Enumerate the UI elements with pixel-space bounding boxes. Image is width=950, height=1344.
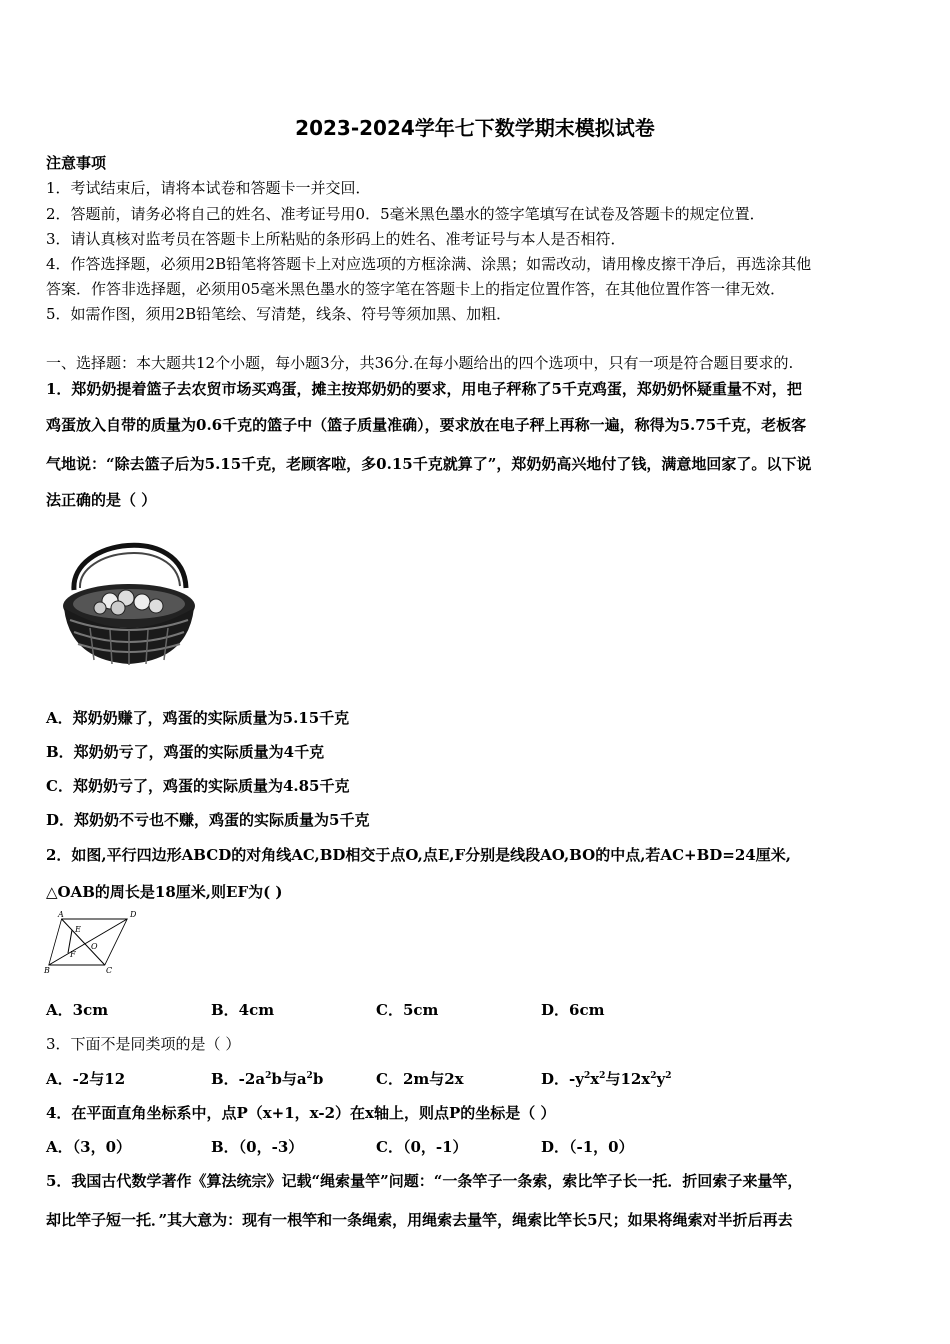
q2-option-d: D．6cm [541,1001,605,1019]
parallelogram-figure [44,905,137,975]
q2-option-b: B．4cm [211,1001,275,1019]
label-b: B [44,966,50,975]
question-2-line: △OAB的周长是18厘米,则EF为( ) [46,883,283,901]
q4-option-a: A．（3，0） [46,1138,132,1156]
question-1-line: 鸡蛋放入自带的质量为0.6千克的篮子中（篮子质量准确），要求放在电子秤上再称一遍，称得为5.75千克，老板客 [46,416,807,434]
notice-item: 1．考试结束后，请将本试卷和答题卡一并交回． [46,179,371,197]
q1-option-d: D．郑奶奶不亏也不赚，鸡蛋的实际质量为5千克 [46,811,370,829]
q4-option-d: D．（-1，0） [541,1138,634,1156]
q1-option-b: B．郑奶奶亏了，鸡蛋的实际质量为4千克 [46,743,325,761]
question-1-line: 1．郑奶奶提着篮子去农贸市场买鸡蛋，摊主按郑奶奶的要求，用电子秤称了5千克鸡蛋，郑奶奶怀疑重量不对，把 [46,380,802,398]
section-heading: 一、选择题：本大题共12个小题，每小题3分，共36分.在每小题给出的四个选项中，只有一项是符合题目要求的. [46,354,794,372]
q2-option-a: A．3cm [46,1001,109,1019]
label-o: O [91,942,98,951]
question-1-line: 法正确的是（ ） [46,491,157,509]
page-title: 2023-2024学年七下数学期末模拟试卷 [295,116,655,140]
label-c: C [106,966,113,975]
label-f: F [70,950,76,959]
question-5-line: 却比竿子短一托．”其大意为：现有一根竿和一条绳索，用绳索去量竿，绳索比竿长5尺；如果将绳索对半折后再去 [46,1211,793,1229]
egg-basket-illustration [60,528,198,670]
q3-option-c: C．2m与2x [376,1070,464,1088]
question-2-line: 2．如图,平行四边形ABCD的对角线AC,BD相交于点O,点E,F分别是线段AO,BO的中点,若AC+BD=24厘米, [46,846,791,864]
notice-item: 3．请认真核对监考员在答题卡上所粘贴的条形码上的姓名、准考证号与本人是否相符． [46,230,626,248]
question-4-stem: 4．在平面直角坐标系中，点P（x+1，x-2）在x轴上，则点P的坐标是（ ） [46,1104,556,1122]
q4-option-b: B．（0，-3） [211,1138,304,1156]
notice-item: 4．作答选择题，必须用2B铅笔将答题卡上对应选项的方框涂满、涂黑；如需改动，请用橡皮擦干净后，再选涂其他 [46,255,812,273]
notice-item: 5．如需作图，须用2B铅笔绘、写清楚，线条、符号等须加黑、加粗． [46,305,512,323]
q1-option-c: C．郑奶奶亏了，鸡蛋的实际质量为4.85千克 [46,777,350,795]
label-d: D [130,910,137,919]
label-e: E [75,925,81,934]
question-1-line: 气地说：“除去篮子后为5.15千克，老顾客啦，多0.15千克就算了”，郑奶奶高兴地付了钱，满意地回家了。以下说 [46,455,812,473]
label-a: A [58,910,64,919]
q3-option-a: A．-2与12 [46,1070,126,1088]
notice-item: 2．答题前，请务必将自己的姓名、准考证号用0．5毫米黑色墨水的签字笔填写在试卷及答题卡的规定位置． [46,205,765,223]
question-3-stem: 3．下面不是同类项的是（ ） [46,1035,241,1053]
q3-option-d: D．$-y^2x^2$与$12x^2y^2$ [541,1070,672,1088]
q2-option-c: C．5cm [376,1001,439,1019]
notice-heading: 注意事项 [46,154,107,172]
q1-option-a: A．郑奶奶赚了，鸡蛋的实际质量为5.15千克 [46,709,350,727]
notice-item: 答案．作答非选择题，必须用05毫米黑色墨水的签字笔在答题卡上的指定位置作答，在其他位置作答一律无效． [46,280,786,298]
q4-option-c: C．（0，-1） [376,1138,468,1156]
q3-option-b: B．$-2a^2b$与$a^2b$ [211,1070,324,1088]
question-5-line: 5．我国古代数学著作《算法统宗》记载“绳索量竿”问题：“一条竿子一条索，索比竿子长一托．折回索子来量竿， [46,1172,803,1190]
